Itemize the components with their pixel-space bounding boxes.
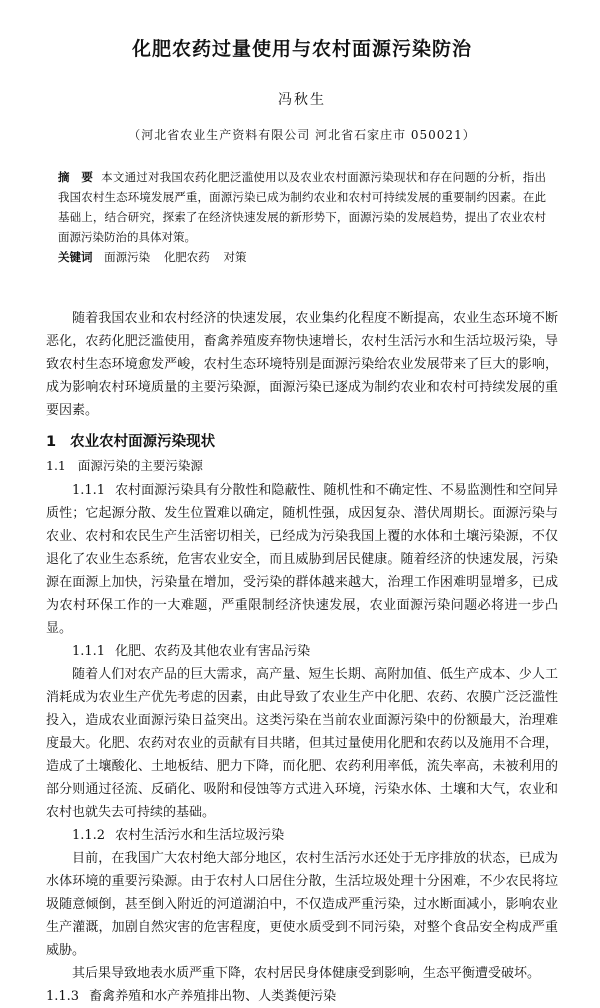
- abstract-label: 摘 要: [58, 170, 94, 184]
- abstract-text: 本文通过对我国农药化肥泛滥使用以及农业农村面源污染现状和存在问题的分析，指出我国农村生态环境发展严重，面源污染已成为制约农业和农村可持续发展的重要制约因素。在此基础上，结合研究，探索了在经济快速发展的新形势下，面源污染的发展趋势，提出了农业农村面源污染防治的具体对策。: [58, 170, 546, 244]
- keyword: 面源污染: [104, 250, 151, 264]
- subsubsection-title: 农村生活污水和生活垃圾污染: [115, 828, 285, 843]
- paragraph-consequence: 其后果导致地表水质严重下降，农村居民身体健康受到影响，生态平衡遭受破坏。: [72, 966, 541, 981]
- paper-title: 化肥农药过量使用与农村面源污染防治: [131, 38, 472, 60]
- paragraph-text: 农村面源污染具有分散性和隐蔽性、随机性和不确定性、不易监测性和空间异质性；它起源分散、发生位置难以确定，随机性强，成因复杂、潜伏周期长。面源污染与农业、农村和农民生产生活密切相关，已经成为污染我国上覆的水体和土壤污染源，不仅退化了农业生态系统，危害农业安全，而且威胁到居民健康。随着经济的快速发展，污染源在面源上加快，污染量在增加，受污染的群体越来越大，治理工作困难明显增多，已成为农村环保工作的一大难题，严重限制经济快速发展，农业面源污染问题必将进一步凸显。: [46, 483, 558, 636]
- intro-paragraph: 随着我国农业和农村经济的快速发展，农业集约化程度不断提高，农业生态环境不断恶化，农药化肥泛滥使用，畜禽养殖废弃物快速增长，农村生活污水和生活垃圾污染，导致农村生态环境愈发严峻，农村生态环境特别是面源污染给农业发展带来了巨大的影响，成为影响农村环境质量的主要污染源，面源污染已逐成为制约农业和农村可持续发展的重要因素。: [46, 311, 558, 418]
- abstract: [58, 167, 546, 247]
- paragraph-sewage: 目前，在我国广大农村绝大部分地区，农村生活污水还处于无序排放的状态，已成为水体环境的重要污染源。由于农村人口居住分散，生活垃圾处理十分困难，不少农民将垃圾随意倾倒，甚至倒入附近的河道湖泊中，不仅造成严重污染，过水断面减小，影响农业生产灌溉，加剧自然灾害的危害程度，更使水质受到不同污染，对整个食品安全构成严重威胁。: [46, 851, 558, 958]
- paragraph-fertilizer: 随着人们对农产品的巨大需求，高产量、短生长期、高附加值、低生产成本、少人工消耗成为农业生产优先考虑的因素，由此导致了农业生产中化肥、农药、农膜广泛泛滥性投入，造成农业面源污染日益突出。这类污染在当前农业面源污染中的份额最大，治理难度最大。化肥、农药对农业的贡献有目共睹，但其过量使用化肥和农药以及施用不合理，造成了土壤酸化、土地板结、肥力下降，而化肥、农药利用率低，流失率高，未被利用的部分则通过径流、反硝化、吸附和侵蚀等方式进入环境，污染水体、土壤和大气，农业和农村也就失去可持续的基础。: [46, 667, 558, 820]
- subsection-heading: [46, 455, 558, 477]
- subsubsection-title: 化肥、农药及其他农业有害品污染: [115, 644, 311, 659]
- paragraph-1-1-1: [46, 479, 558, 640]
- section-heading: [46, 430, 558, 451]
- keyword: 化肥农药: [163, 250, 210, 264]
- subsubsection-heading: [46, 640, 558, 663]
- subsubsection-heading: [46, 985, 558, 1008]
- section-number: 1: [46, 434, 57, 450]
- section-title: 农业农村面源污染现状: [70, 434, 216, 450]
- paragraph-number: 1.1.1: [72, 483, 106, 498]
- subsubsection-number: 1.1.2: [72, 828, 106, 843]
- subsubsection-title: 畜禽养殖和水产养殖排出物、人类粪便污染: [89, 989, 337, 1004]
- author-name: 冯秋生: [278, 92, 326, 108]
- keyword: 对策: [223, 250, 247, 264]
- subsection-title: 面源污染的主要污染源: [77, 458, 203, 473]
- subsubsection-number: 1.1.3: [46, 989, 80, 1004]
- keywords: [58, 247, 546, 267]
- subsubsection-number: 1.1.1: [72, 644, 106, 659]
- keywords-label: 关键词: [58, 250, 93, 264]
- subsection-number: 1.1: [46, 458, 66, 473]
- author-affiliation: （河北省农业生产资料有限公司 河北省石家庄市 050021）: [128, 128, 476, 142]
